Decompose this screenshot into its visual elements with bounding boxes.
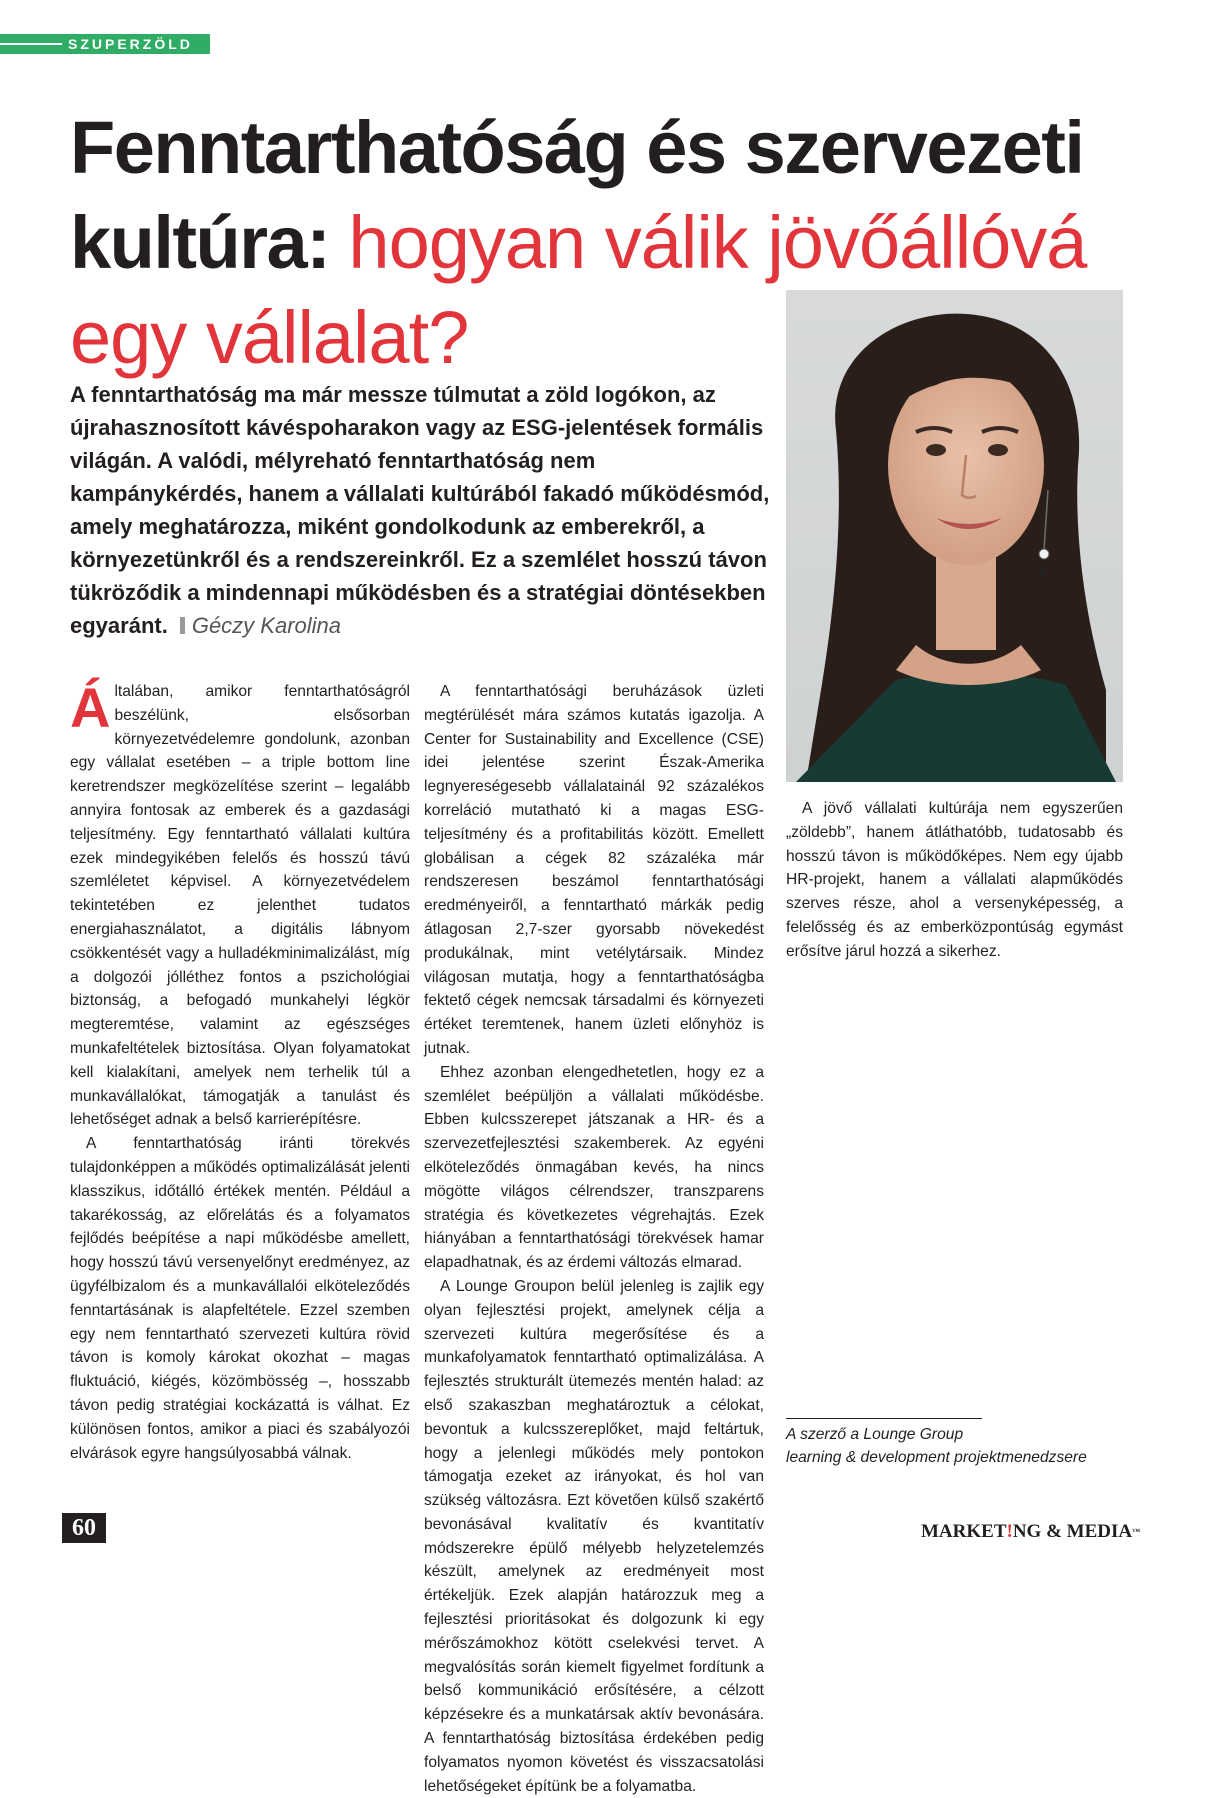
author-separator [180,617,185,634]
author-bio [786,1423,1126,1469]
body-column-3 [786,797,1123,964]
bio-line-1: A szerző a Lounge Group [786,1426,964,1443]
headline-main: Fenntarthatóság és szervezeti kultúra: [70,106,1084,284]
bio-line-2: learning & development projektmenedzsere [786,1449,1087,1466]
body-paragraph-3: A fenntarthatósági beruházások üzleti megtérülését mára számos kutatás igazolja. A Center for Sustainability and Excellence (CSE) idei jelentése szerint Észak-Amerika legnyereségesebb vállalatainál 92 százalékos korreláció mutatható ki a magas ESG-teljesítmény és a profitabilitás között. Emellett globálisan a cégek 82 százaléka már rendszeresen beszámol fenntarthatósági eredményeiről, a fenntartható márkák pedig átlagosan 2,7-szer gyorsabb növekedést produkálnak, mint vetélytársaik. Mindez világosan mutatja, hogy a fenntarthatóságba fektető cégek nemcsak társadalmi és környezeti értéket teremtenek, hanem üzleti előnyhöz is jutnak. [424,683,764,1057]
magazine-logo: MARKET!NG & MEDIA™ [921,1521,1141,1542]
rubric-line [0,43,62,45]
lead-text: A fenntarthatóság ma már messze túlmutat a zöld logókon, az újrahasznosított kávéspoharakon vagy az ESG-jelentések formális világán. A valódi, mélyreható fenntarthatóság nem kampánykérdés, hanem a vállalati kultúrából fakadó működésmód, amely meghatározza, miként gondolkodunk az emberekről, a környezetünkről és a rendszereinkről. Ez a szemlélet hosszú távon tükröződik a mindennapi működésben és a stratégiai döntésekben egyaránt. [70,382,770,638]
drop-cap: Á [70,676,111,739]
lead-paragraph [70,378,770,642]
page-number: 60 [62,1513,106,1543]
author-portrait-photo [786,290,1123,782]
body-paragraph-4: Ehhez azonban elengedhetetlen, hogy ez a szemlélet beépüljön a vállalati működésbe. Ebben kulcsszerepet játszanak a HR- és a szervezetfejlesztési szakemberek. Az egyéni elköteleződés önmagában kevés, ha nincs mögötte világos célrendszer, transzparens stratégia és következetes végrehajtás. Ezek hiányában a fenntarthatósági törekvések hamar elapadhatnak, és az érdemi változás elmarad. [424,1063,764,1272]
body-paragraph-6: A jövő vállalati kultúrája nem egyszerűen „zöldebb”, hanem átláthatóbb, tudatosabb és hosszú távon is működőképes. Nem egy újabb HR-projekt, hanem a vállalati alapműködés szerves része, ahol a versenyképesség, a felelősség és az emberközpontúság egymást erősítve járul hozzá a sikerhez. [786,800,1123,960]
body-paragraph-5: A Lounge Groupon belül jelenleg is zajlik egy olyan fejlesztési projekt, amelynek célja a szervezeti kultúra megerősítése és a munkafolyamatok fenntartható optimalizálása. A fejlesztés strukturált ütemezés mentén halad: az első szakaszban meghatároztuk a célokat, bevontuk a kulcsszereplőket, majd feltártuk, hogy a jelenlegi működés mely pontokon támogatja ezeket az irányokat, és hol van szükség változásra. Ezt követően külső szakértő bevonásával kvalitatív és kvantitatív módszerekre épülő mélyebb helyzetelemzés készült, amelynek az eredményeit most értékeljük. Ezek alapján határozzuk meg a fejlesztési prioritásokat és dolgozunk ki egy mérőszámokhoz kötött cselekvési tervet. A megvalósítás során kiemelt figyelmet fordítunk a belső kommunikáció erősítésére, a célzott képzésekre és a munkatársak aktív bevonására. A fenntarthatóság biztosítása érdekében pedig folyamatos nyomon követést és visszacsatolási lehetőségeket építünk be a folyamatba. [424,1277,764,1795]
bio-divider [786,1418,982,1419]
body-column-2 [424,680,764,1798]
rubric-label: SZUPERZÖLD [68,36,193,52]
headline-sub: hogyan válik jövőállóvá egy vállalat? [70,201,1087,379]
body-paragraph-1 [70,676,410,1132]
author-name: Géczy Karolina [191,613,342,638]
body-column-1 [70,676,410,1465]
body-paragraph-2: A fenntarthatóság iránti törekvés tulajdonképpen a működés optimalizálását jelenti klasszikus, időtálló értékek mentén. Például a takarékosság, az előrelátás és a folyamatos fejlődés beépítése a napi működésbe amellett, hogy hosszú távú versenyelőnyt eredményez, az ügyfélbizalom és a munkavállalói elköteleződés fenntartásának is alapfeltétele. Ezzel szemben egy nem fenntartható szervezeti kultúra rövid távon is komoly károkat okozhat – magas fluktuáció, kiégés, közömbösség –, hosszabb távon pedig stratégiai kockázattá is válhat. Ez különösen fontos, amikor a piaci és szabályozói elvárások egyre hangsúlyosabbá válnak. [70,1135,410,1462]
body-paragraph-1-text: ltalában, amikor fenntarthatóságról beszélünk, elsősorban környezetvédelemre gondolunk, azonban egy vállalat esetében – a triple bottom line keretrendszer megközelítése szerint – legalább annyira fontosak az emberek és a gazdasági teljesítmény. Egy fenntartható vállalati kultúra ezek mindegyikében felelős és hosszú távú szemléletet képvisel. A környezetvédelem tekintetében ez jelenthet tudatos energiahasználatot, a digitális lábnyom csökkentését vagy a hulladékminimalizálást, míg a dolgozói jólléthez fontos a pszichológiai biztonság, a befogadó munkahelyi légkör megteremtése, valamint az egészséges munkafeltételek biztosítása. Olyan folyamatokat kell kialakítani, amelyek nem terhelik túl a munkavállalókat, támogatják a tanulást és lehetőséget adnak a belső karrierépítésre. [70,683,410,1129]
